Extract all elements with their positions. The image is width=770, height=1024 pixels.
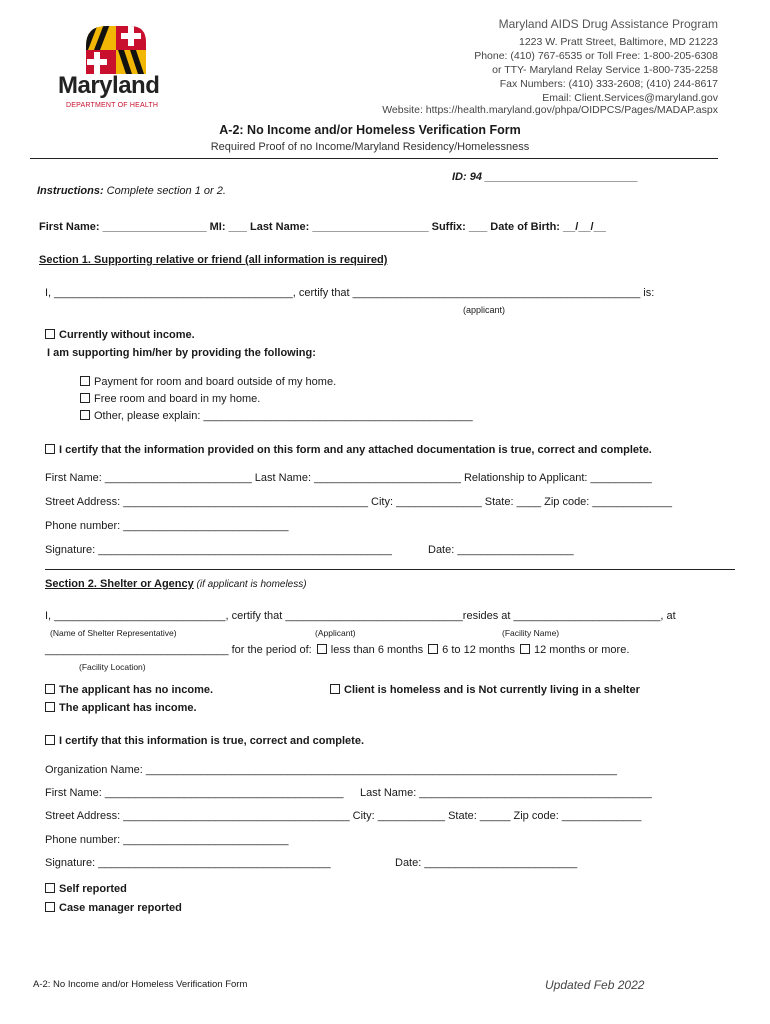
website-line: Website: https://health.maryland.gov/phpa/OIDPCS/Pages/MADAP.aspx	[382, 104, 718, 116]
has-income-label: The applicant has income.	[59, 702, 197, 714]
program-name: Maryland AIDS Drug Assistance Program	[498, 17, 718, 31]
caption-facility-name: (Facility Name)	[502, 628, 560, 638]
section2-heading-note: (if applicant is homeless)	[193, 579, 307, 590]
option-label: Free room and board in my home.	[94, 393, 261, 405]
case-manager-label: Case manager reported	[59, 902, 182, 914]
has-income-option[interactable]	[45, 702, 197, 714]
title-divider	[30, 158, 718, 159]
checkbox-icon[interactable]	[45, 902, 55, 912]
period-line[interactable]	[45, 644, 629, 656]
footer-updated: Updated Feb 2022	[545, 978, 645, 992]
supporter-address-line[interactable]: Street Address: ________________________________________ City: ______________ State: ____ Zip code: _____________	[45, 496, 672, 508]
option-label: Other, please explain: ____________________________________________	[94, 410, 473, 422]
logo-word: Maryland	[58, 72, 160, 99]
rep-signature-line[interactable]: Signature: ______________________________________	[45, 857, 331, 869]
checkbox-icon[interactable]	[520, 644, 530, 654]
maryland-flag-icon	[80, 24, 150, 74]
period-option-1: less than 6 months	[330, 644, 424, 656]
rep-last-name-line[interactable]: Last Name: ______________________________________	[360, 787, 652, 799]
facility-location-blank[interactable]: ______________________________	[45, 644, 229, 656]
caption-shelter-rep: (Name of Shelter Representative)	[50, 628, 177, 638]
checkbox-icon[interactable]	[45, 444, 55, 454]
option-label: Payment for room and board outside of my home.	[94, 376, 337, 388]
supporter-name-line[interactable]: First Name: ________________________ Last Name: ________________________ Relationship to Applicant: __________	[45, 472, 652, 484]
instructions	[37, 185, 226, 197]
section2-certify-true[interactable]	[45, 735, 364, 747]
checkbox-icon[interactable]	[45, 329, 55, 339]
without-income-label: Currently without income.	[59, 329, 195, 341]
checkbox-icon[interactable]	[330, 684, 340, 694]
address-line: 1223 W. Pratt Street, Baltimore, MD 21223	[518, 36, 718, 48]
free-room-board-option[interactable]	[80, 393, 260, 405]
checkbox-icon[interactable]	[317, 644, 327, 654]
id-field[interactable]: ID: 94 _________________________	[452, 171, 638, 183]
organization-name-line[interactable]: Organization Name: _____________________________________________________________________________	[45, 764, 617, 776]
phone-line: Phone: (410) 767-6535 or Toll Free: 1-800-205-6308	[474, 50, 718, 62]
rep-date-line[interactable]: Date: _________________________	[395, 857, 578, 869]
form-subtitle: Required Proof of no Income/Maryland Residency/Homelessness	[210, 141, 530, 153]
fax-line: Fax Numbers: (410) 333-2608; (410) 244-8617	[499, 78, 718, 90]
section2-heading	[45, 578, 307, 590]
period-text: for the period of:	[228, 644, 312, 656]
tty-line: or TTY- Maryland Relay Service 1-800-735-2258	[492, 64, 718, 76]
supporter-phone-line[interactable]: Phone number: ___________________________	[45, 520, 289, 532]
period-option-2: 6 to 12 months	[442, 644, 515, 656]
maryland-logo	[58, 24, 173, 116]
supporter-date-line[interactable]: Date: ___________________	[428, 544, 574, 556]
form-title: A-2: No Income and/or Homeless Verification Form	[219, 123, 521, 137]
rep-phone-line[interactable]: Phone number: ___________________________	[45, 834, 289, 846]
checkbox-icon[interactable]	[80, 393, 90, 403]
room-board-outside-option[interactable]	[80, 376, 336, 388]
rep-address-line[interactable]: Street Address: _____________________________________ City: ___________ State: _____ Zip code: _____________	[45, 810, 642, 822]
period-option-3: 12 months or more.	[534, 644, 630, 656]
certify-label: I certify that this information is true, correct and complete.	[59, 735, 365, 747]
other-option[interactable]	[80, 410, 473, 422]
self-reported-option[interactable]	[45, 883, 127, 895]
checkbox-icon[interactable]	[428, 644, 438, 654]
section1-certify-line[interactable]: I, _______________________________________, certify that _______________________________________________ is:	[45, 287, 655, 299]
no-income-label: The applicant has no income.	[59, 684, 214, 696]
supporter-signature-line[interactable]: Signature: ________________________________________________	[45, 544, 392, 556]
checkbox-icon[interactable]	[80, 410, 90, 420]
self-reported-label: Self reported	[59, 883, 127, 895]
supporting-text: I am supporting him/her by providing the following:	[47, 347, 316, 359]
caption-applicant: (Applicant)	[315, 628, 356, 638]
section1-heading: Section 1. Supporting relative or friend (all information is required)	[39, 254, 388, 266]
checkbox-icon[interactable]	[45, 684, 55, 694]
applicant-info-line[interactable]: First Name: _________________ MI: ___ Last Name: ___________________ Suffix: ___ Date of Birth: __/__/__	[39, 221, 606, 233]
checkbox-icon[interactable]	[45, 702, 55, 712]
footer-form-name: A-2: No Income and/or Homeless Verification Form	[33, 979, 248, 990]
logo-dept: DEPARTMENT OF HEALTH	[66, 102, 159, 109]
instructions-label: Instructions:	[37, 185, 104, 197]
without-income-option[interactable]	[45, 329, 195, 341]
section2-certify-line[interactable]: I, ____________________________, certify that _____________________________resides at ________________________, at	[45, 610, 676, 622]
checkbox-icon[interactable]	[45, 735, 55, 745]
certify-label: I certify that the information provided on this form and any attached documentation is true, correct and complete.	[59, 444, 652, 456]
section1-certify-true[interactable]	[45, 444, 652, 456]
no-income-option[interactable]	[45, 684, 213, 696]
email-line: Email: Client.Services@maryland.gov	[542, 92, 718, 104]
instructions-text: Complete section 1 or 2.	[103, 185, 226, 197]
homeless-label: Client is homeless and is Not currently living in a shelter	[344, 684, 640, 696]
applicant-caption: (applicant)	[463, 305, 506, 315]
section-divider	[45, 569, 735, 570]
checkbox-icon[interactable]	[80, 376, 90, 386]
section2-heading-text: Section 2. Shelter or Agency	[45, 578, 194, 590]
checkbox-icon[interactable]	[45, 883, 55, 893]
case-manager-option[interactable]	[45, 902, 182, 914]
caption-facility-location: (Facility Location)	[79, 662, 146, 672]
rep-first-name-line[interactable]: First Name: _______________________________________	[45, 787, 344, 799]
homeless-option[interactable]	[330, 684, 640, 696]
